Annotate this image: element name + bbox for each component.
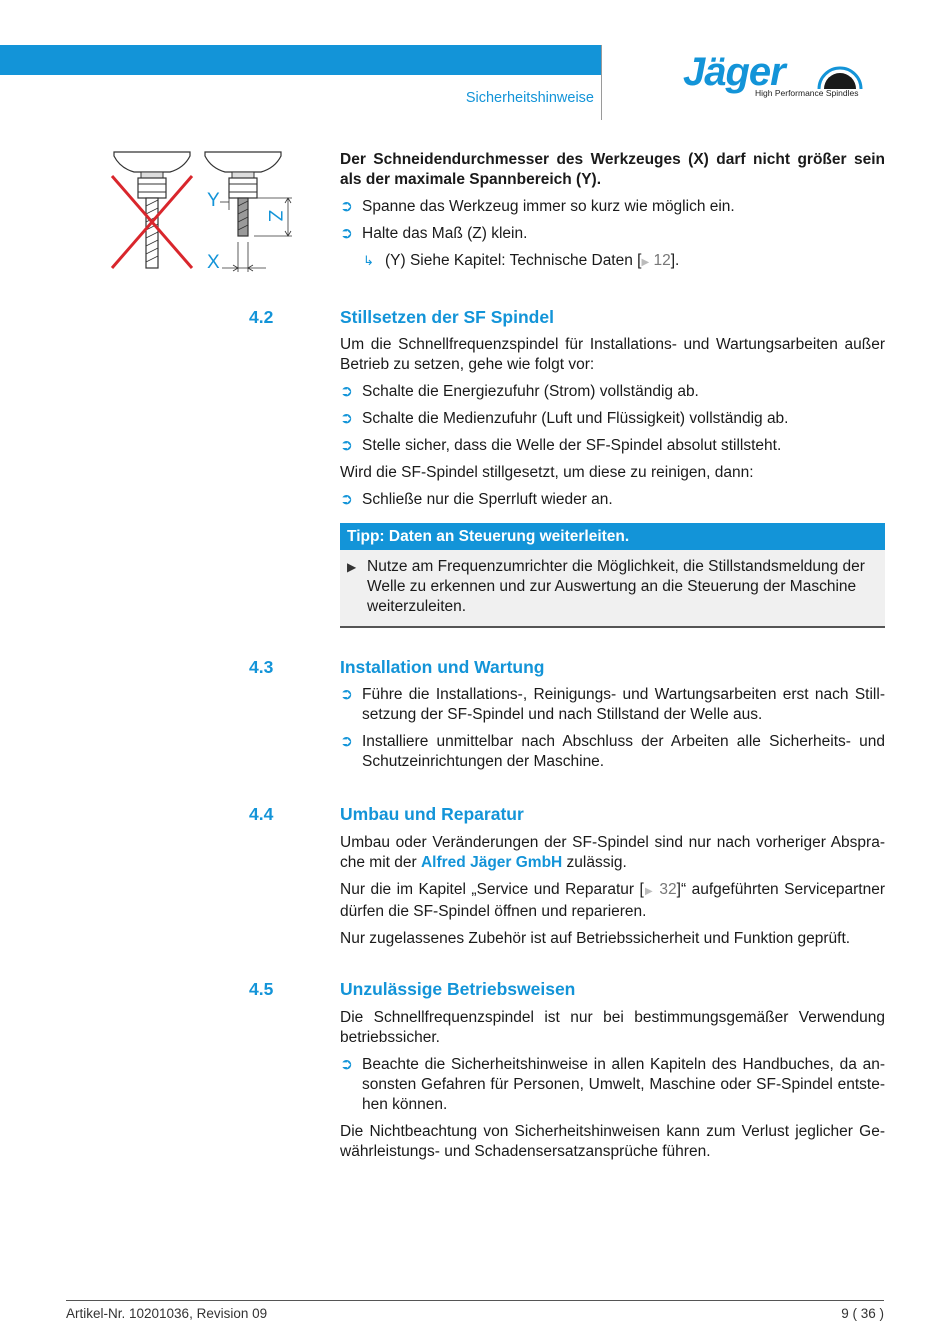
list-item: ➲ Spanne das Werkzeug immer so kurz wie möglich ein. — [340, 198, 735, 215]
tip-body — [340, 550, 885, 617]
arrow-right-icon: ➲ — [340, 491, 353, 508]
list-item: ➲ Beachte die Sicherheitshinweise in allen Kapiteln des Handbuches, da ansonsten Gefahren für Personen, Umwelt, Maschine oder SF-Spindel entstehen können. — [340, 1056, 885, 1113]
company-link[interactable]: Alfred Jäger GmbH — [420, 854, 563, 871]
ref-technical-data[interactable]: ▶ 12 — [641, 252, 671, 269]
list-item: ➲ Halte das Maß (Z) klein. — [340, 225, 528, 242]
arrow-right-icon: ➲ — [340, 410, 353, 427]
section-body-4-4 — [340, 833, 885, 956]
logo-tagline: High Performance Spindles — [755, 88, 859, 98]
arrow-right-icon: ➲ — [340, 225, 353, 242]
intro-block — [340, 150, 885, 280]
logo-word: Jäger — [683, 50, 785, 94]
header-section-label: Sicherheitshinweise — [465, 90, 594, 106]
paragraph: Um die Schnellfrequenzspindel für Installations- und Wartungsarbeiten außer Betrieb zu setzen, gehe wie folgt vor: — [340, 336, 885, 373]
list-item: ➲ Führe die Installations-, Reinigungs- und Wartungsarbeiten erst nach Stillsetzung der SF-Spindel und nach Stillstand der Welle aus. — [340, 686, 885, 723]
triangle-ref-icon: ▶ — [643, 886, 654, 897]
footer-article-number: Artikel-Nr. 10201036, Revision 09 — [66, 1306, 268, 1321]
footer-divider — [66, 1300, 884, 1301]
paragraph: Umbau oder Veränderungen der SF-Spindel sind nur nach vorheriger Absprache mit der Alfred Jäger GmbH zulässig. — [340, 834, 885, 871]
list-item: ➲ Schließe nur die Sperrluft wieder an. — [340, 491, 613, 508]
spindle-wrong-icon — [112, 152, 192, 268]
arrow-right-icon: ➲ — [340, 437, 353, 454]
section-number-4-2: 4.2 — [249, 307, 274, 327]
section-body-4-5 — [340, 1008, 885, 1169]
arrow-right-icon: ➲ — [340, 733, 353, 750]
paragraph: Die Schnellfrequenzspindel ist nur bei bestimmungsgemäßer Verwendung betriebssicher. — [340, 1009, 885, 1046]
list-item: ➲ Schalte die Medienzufuhr (Luft und Flüssigkeit) vollständig ab. — [340, 410, 789, 427]
paragraph: Wird die SF-Spindel stillgesetzt, um diese zu reinigen, dann: — [340, 464, 754, 481]
jaeger-logo — [683, 50, 873, 105]
tip-box — [340, 523, 885, 628]
figure-label-z: Z — [264, 210, 285, 222]
arrow-right-icon: ➲ — [340, 686, 353, 703]
paragraph: Die Nichtbeachtung von Sicherheitshinweisen kann zum Verlust jeglicher Gewährleistungs- und Schadensersatzansprüche führen. — [340, 1123, 885, 1160]
footer-page-number: 9 ( 36 ) — [841, 1306, 884, 1321]
paragraph: Nur zugelassenes Zubehör ist auf Betriebssicherheit und Funktion geprüft. — [340, 930, 851, 947]
section-number-4-5: 4.5 — [249, 979, 274, 999]
result-item: ↳ (Y) Siehe Kapitel: Technische Daten [▶ 12]. — [363, 252, 680, 269]
logo-spindle-arc-icon — [815, 62, 865, 90]
paragraph: Nur die im Kapitel „Service und Reparatur [▶ 32]“ aufgeführten Servicepartner dürfen die SF-Spindel öffnen und reparieren. — [340, 881, 885, 920]
list-item: ➲ Installiere unmittelbar nach Abschluss der Arbeiten alle Sicherheits- und Schutzeinrichtungen der Maschine. — [340, 733, 885, 770]
intro-warning: Der Schneidendurchmesser des Werkzeuges (X) darf nicht größer sein als der maximale Spannbereich (Y). — [340, 151, 885, 188]
tip-text: Nutze am Frequenzumrichter die Möglichkeit, die Stillstandsmeldung der Welle zu erkennen und zur Auswertung an die Steuerung der Maschine weiterzuleiten. — [367, 558, 865, 615]
header-divider — [601, 45, 602, 120]
section-number-4-4: 4.4 — [249, 804, 274, 824]
tool-clamping-figure — [108, 148, 298, 278]
triangle-right-icon: ▶ — [347, 560, 357, 574]
section-title-4-5: Unzulässige Betriebsweisen — [340, 979, 576, 999]
triangle-ref-icon: ▶ — [641, 257, 650, 268]
arrow-right-icon: ➲ — [340, 383, 353, 400]
figure-label-x: X — [207, 252, 220, 273]
arrow-right-icon: ➲ — [340, 1056, 353, 1073]
figure-label-y: Y — [207, 190, 220, 211]
section-title-4-4: Umbau und Reparatur — [340, 804, 524, 824]
section-title-4-2: Stillsetzen der SF Spindel — [340, 307, 554, 327]
section-number-4-3: 4.3 — [249, 657, 274, 677]
section-title-4-3: Installation und Wartung — [340, 657, 545, 677]
header-blue-bar — [0, 45, 602, 75]
list-item: ➲ Schalte die Energiezufuhr (Strom) vollständig ab. — [340, 383, 699, 400]
result-arrow-icon: ↳ — [363, 253, 374, 268]
ref-service-chapter[interactable]: ▶ 32 — [643, 881, 677, 898]
list-item: ➲ Stelle sicher, dass die Welle der SF-Spindel absolut stillsteht. — [340, 437, 782, 454]
section-body-4-3 — [340, 685, 885, 779]
arrow-right-icon: ➲ — [340, 198, 353, 215]
tip-title: Tipp: Daten an Steuerung weiterleiten. — [340, 523, 885, 550]
section-body-4-2 — [340, 335, 885, 517]
